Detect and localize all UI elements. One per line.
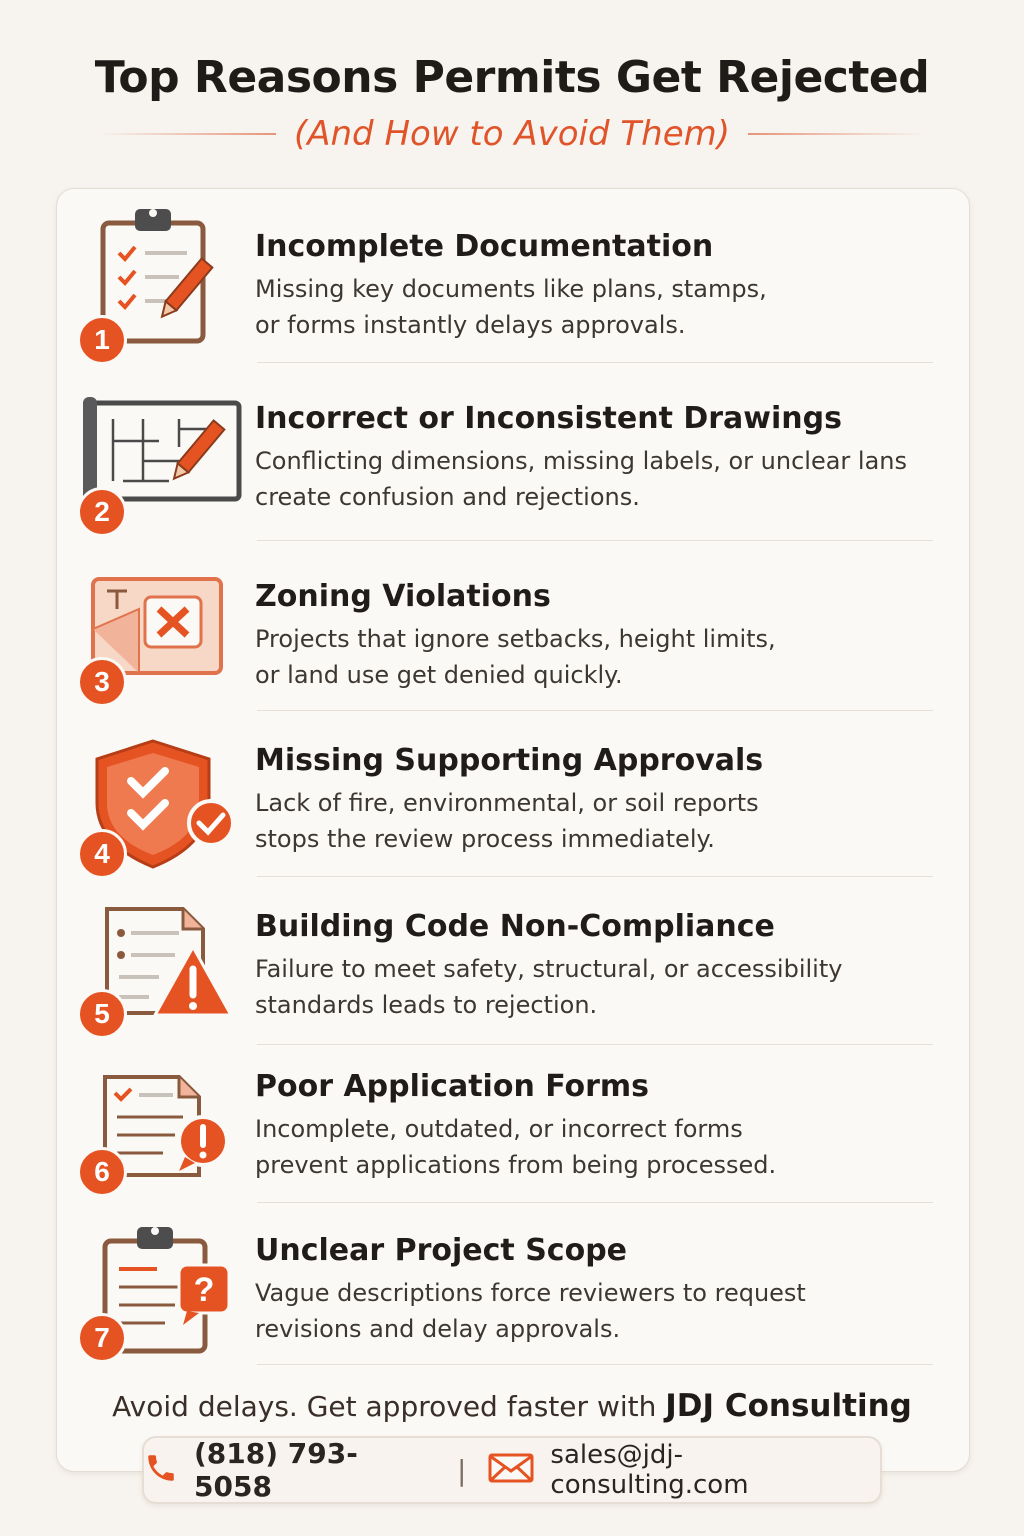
reason-desc-5-line-2: standards leads to rejection. [255, 991, 598, 1019]
reason-desc-3 [255, 621, 935, 693]
email-icon [488, 1452, 534, 1488]
reason-desc-1-line-2: or forms instantly delays approvals. [255, 311, 686, 339]
phone-icon [144, 1451, 178, 1489]
reason-desc-7-line-2: revisions and delay approvals. [255, 1315, 621, 1343]
phone-number[interactable]: (818) 793-5058 [194, 1437, 358, 1503]
reason-item-5 [57, 877, 969, 1045]
tagline-text: Avoid delays. Get approved faster with [112, 1390, 657, 1423]
reason-desc-4-line-2: stops the review process immediately. [255, 825, 715, 853]
reason-title-5: Building Code Non-Compliance [255, 909, 775, 944]
contact-separator: | [456, 1453, 467, 1487]
reason-desc-6-line-2: prevent applications from being processed. [255, 1151, 777, 1179]
subtitle-rule-left [100, 133, 276, 135]
reason-title-3: Zoning Violations [255, 579, 551, 614]
form-alert-icon [79, 1071, 249, 1221]
reason-item-7 [57, 1203, 969, 1365]
reason-desc-3-line-1: Projects that ignore setbacks, height limits, [255, 625, 776, 653]
clipboard-question-icon [79, 1221, 249, 1371]
reason-title-6: Poor Application Forms [255, 1069, 650, 1104]
reason-desc-1 [255, 271, 935, 343]
reason-desc-2-line-1: Conflicting dimensions, missing labels, or unclear lans [255, 447, 907, 475]
reason-desc-1-line-1: Missing key documents like plans, stamps, [255, 275, 767, 303]
reason-desc-2 [255, 443, 935, 515]
reason-item-6 [57, 1045, 969, 1203]
email-address[interactable]: sales@jdj-consulting.com [550, 1440, 749, 1500]
reason-desc-7 [255, 1275, 935, 1347]
reason-desc-5-line-1: Failure to meet safety, structural, or accessibility [255, 955, 843, 983]
reason-item-1 [57, 189, 969, 363]
reasons-card [56, 188, 970, 1472]
subtitle-row [100, 112, 924, 156]
page-subtitle: (And How to Avoid Them) [293, 114, 731, 154]
shield-check-icon [79, 737, 249, 887]
clipboard-checklist-icon [79, 203, 249, 353]
reason-desc-4-line-1: Lack of fire, environmental, or soil reports [255, 789, 759, 817]
footer-tagline [0, 1388, 1024, 1424]
reason-title-7: Unclear Project Scope [255, 1233, 628, 1268]
reason-desc-6-line-1: Incomplete, outdated, or incorrect forms [255, 1115, 743, 1143]
number-badge-7: 7 [77, 1313, 127, 1363]
number-badge-6: 6 [77, 1147, 127, 1197]
reason-desc-3-line-2: or land use get denied quickly. [255, 661, 623, 689]
reason-item-4 [57, 711, 969, 877]
reason-desc-2-line-2: create confusion and rejections. [255, 483, 640, 511]
document-warning-icon [79, 903, 249, 1053]
subtitle-rule-right [748, 133, 924, 135]
number-badge-3: 3 [77, 657, 127, 707]
reason-title-1: Incomplete Documentation [255, 229, 714, 264]
number-badge-2: 2 [77, 487, 127, 537]
reason-desc-7-line-1: Vague descriptions force reviewers to request [255, 1279, 806, 1307]
reason-item-2 [57, 363, 969, 541]
contact-bar [142, 1436, 882, 1504]
reason-desc-4 [255, 785, 935, 857]
svg-text:?: ? [193, 1271, 215, 1309]
reason-desc-6 [255, 1111, 935, 1183]
number-badge-4: 4 [77, 829, 127, 879]
blueprint-pencil-icon [79, 385, 249, 535]
reason-title-4: Missing Supporting Approvals [255, 743, 764, 778]
number-badge-1: 1 [77, 315, 127, 365]
reason-title-2: Incorrect or Inconsistent Drawings [255, 401, 842, 436]
page-title: Top Reasons Permits Get Rejected [94, 52, 930, 103]
zoning-map-x-icon [79, 569, 249, 719]
reason-item-3 [57, 541, 969, 711]
brand-name: JDJ Consulting [665, 1388, 912, 1424]
number-badge-5: 5 [77, 989, 127, 1039]
divider [257, 1364, 933, 1365]
reason-desc-5 [255, 951, 935, 1023]
